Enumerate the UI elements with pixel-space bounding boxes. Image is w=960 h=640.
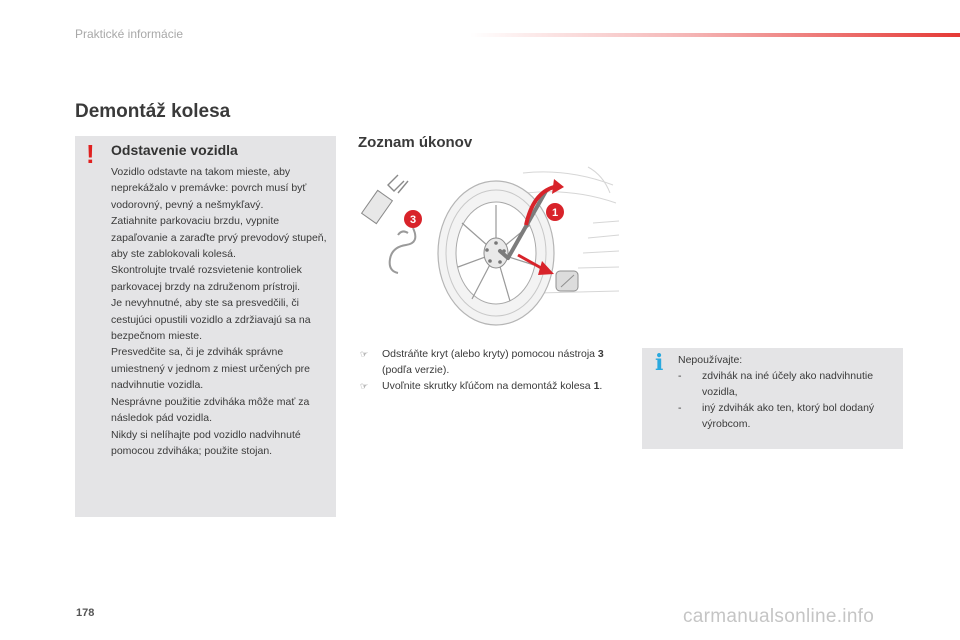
info-item: [678, 400, 893, 432]
info-item-text: iný zdvihák ako ten, ktorý bol dodaný výrobcom.: [702, 402, 875, 430]
info-intro: Nepoužívajte:: [678, 354, 743, 366]
step-text: (podľa verzie).: [382, 364, 450, 376]
page-title: Demontáž kolesa: [75, 101, 231, 122]
page-number: 178: [76, 607, 95, 619]
warning-paragraph: Presvedčite sa, či je zdvihák správne umiestnený v jednom z miest určených pre nadvihnutie vozidla.: [111, 346, 311, 392]
finger-pointer-icon: ☞: [360, 381, 369, 391]
dash-marker: -: [678, 402, 682, 414]
warning-paragraph: Je nevyhnutné, aby ste sa presvedčili, či cestujúci opustili vozidlo a zdržiavajú sa na bezpečnom mieste.: [111, 297, 311, 343]
wheel-removal-illustration: [358, 163, 619, 329]
step-item: [360, 378, 610, 394]
step-ref-number: 1: [593, 380, 600, 392]
warning-paragraph: Vozidlo odstavte na takom mieste, aby neprekážalo v premávke: povrch musí byť vodorovný, pevný a nešmykľavý.: [111, 166, 307, 211]
warning-paragraph: Skontrolujte trvalé rozsvietenie kontroliek parkovacej brzdy na združenom prístroji.: [111, 264, 302, 293]
step-ref-number: 3: [597, 348, 604, 360]
section-label: Praktické informácie: [75, 27, 184, 41]
warning-paragraph: Nesprávne použitie zdviháka môže mať za následok pád vozidla.: [111, 395, 310, 425]
warning-text: [111, 164, 333, 459]
info-item: [678, 368, 893, 400]
warning-paragraph: Nikdy si nelíhajte pod vozidlo nadvihnuté pomocou zdviháka; použite stojan.: [111, 428, 301, 457]
steps-list: [360, 346, 610, 394]
step-text: Odstráňte kryt (alebo kryty) pomocou nástroja: [382, 348, 598, 360]
info-item-text: zdvihák na iné účely ako nadvihnutie vozidla,: [702, 370, 874, 398]
info-list: [678, 368, 893, 432]
step-text: Uvoľnite skrutky kľúčom na demontáž kolesa: [382, 380, 594, 392]
step-item: [360, 346, 610, 378]
header-rule: [470, 33, 960, 37]
warning-paragraph: Zatiahnite parkovaciu brzdu, vypnite zapaľovanie a zaraďte prvý prevodový stupeň, aby ste zablokovali kolesá.: [111, 215, 327, 261]
dash-marker: -: [678, 370, 682, 382]
callout-1-label: 1: [551, 207, 559, 219]
warning-exclamation-icon: !: [86, 139, 95, 169]
info-text: [678, 352, 893, 432]
steps-title: Zoznam úkonov: [358, 134, 473, 151]
info-icon: i: [655, 350, 664, 376]
warning-title: Odstavenie vozidla: [111, 142, 238, 158]
watermark: carmanualsonline.info: [683, 606, 875, 627]
callout-3-label: 3: [409, 214, 417, 226]
finger-pointer-icon: ☞: [360, 349, 369, 359]
step-text: .: [599, 380, 603, 392]
